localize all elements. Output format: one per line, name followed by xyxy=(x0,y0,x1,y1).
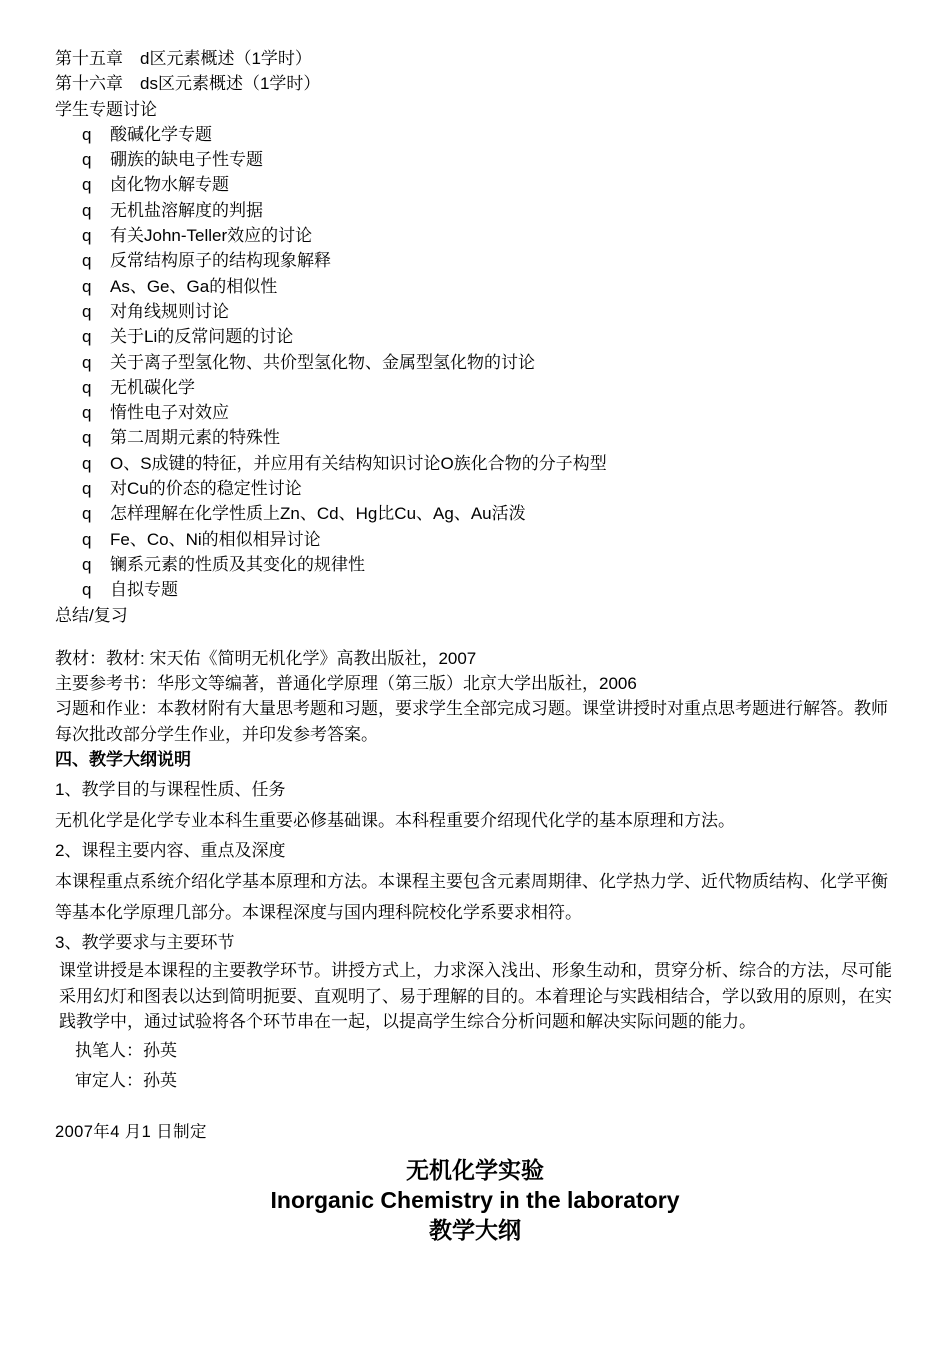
topic-list xyxy=(55,122,895,603)
topic-text: 反常结构原子的结构现象解释 xyxy=(110,251,331,271)
item-2-body: 本课程重点系统介绍化学基本原理和方法。本课程主要包含元素周期律、化学热力学、近代物质结构、化学平衡等基本化学原理几部分。本课程深度与国内理科院校化学系要求相符。 xyxy=(55,872,888,923)
bullet-icon: q xyxy=(82,276,92,296)
bullet-icon: q xyxy=(82,352,92,372)
topic-text: 卤化物水解专题 xyxy=(110,175,229,195)
homework-paragraph: 习题和作业：本教材附有大量思考题和习题，要求学生全部完成习题。课堂讲授时对重点思考题进行解答。教师每次批改部分学生作业，并印发参考答案。 xyxy=(55,699,888,744)
bullet-icon: q xyxy=(82,124,92,144)
spacer xyxy=(55,1096,895,1120)
date-line: 2007年4 月1 日制定 xyxy=(55,1123,207,1142)
author-line: 执笔人：孙英 xyxy=(75,1041,177,1061)
lab-title-cn: 无机化学实验 xyxy=(406,1157,544,1184)
bullet-icon: q xyxy=(82,529,92,549)
chapter-15: 第十五章 d区元素概述（1学时） xyxy=(55,49,312,68)
list-item xyxy=(55,299,895,324)
spacer xyxy=(55,1145,895,1155)
item-1-title: 1、教学目的与课程性质、任务 xyxy=(55,780,286,800)
topic-text: Fe、Co、Ni的相似相异讨论 xyxy=(110,529,321,549)
topic-text: 对角线规则讨论 xyxy=(110,301,229,321)
bullet-icon: q xyxy=(82,175,92,195)
chapter-16: 第十六章 ds区元素概述（1学时） xyxy=(55,74,321,94)
textbook-line: 教材：教材: 宋天佑《简明无机化学》高教出版社，2007 xyxy=(55,648,477,668)
topic-text: As、Ge、Ga的相似性 xyxy=(110,276,278,296)
section-4-heading: 四、教学大纲说明 xyxy=(55,750,191,770)
list-item xyxy=(55,577,895,602)
summary-review: 总结/复习 xyxy=(55,605,128,625)
topic-text: 惰性电子对效应 xyxy=(110,403,229,423)
list-item xyxy=(55,501,895,526)
bullet-icon: q xyxy=(82,226,92,246)
list-item xyxy=(55,274,895,299)
list-item xyxy=(55,198,895,223)
topic-text: 对Cu的价态的稳定性讨论 xyxy=(110,479,302,499)
reference-line: 主要参考书：华彤文等编著，普通化学原理（第三版）北京大学出版社，2006 xyxy=(55,674,637,694)
topic-text: 关于Li的反常问题的讨论 xyxy=(110,327,294,347)
bullet-icon: q xyxy=(82,150,92,170)
discussion-heading: 学生专题讨论 xyxy=(55,99,157,119)
bullet-icon: q xyxy=(82,504,92,524)
topic-text: 有关John-Teller效应的讨论 xyxy=(110,226,313,246)
topic-text: 自拟专题 xyxy=(110,580,178,600)
topic-text: 硼族的缺电子性专题 xyxy=(110,150,263,170)
bullet-icon: q xyxy=(82,251,92,271)
list-item xyxy=(55,425,895,450)
bullet-icon: q xyxy=(82,479,92,499)
topic-text: 第二周期元素的特殊性 xyxy=(110,428,280,448)
list-item xyxy=(55,223,895,248)
topic-text: 无机盐溶解度的判据 xyxy=(110,200,263,220)
bullet-icon: q xyxy=(82,377,92,397)
list-item xyxy=(55,527,895,552)
lab-title-block xyxy=(55,1155,895,1245)
bullet-icon: q xyxy=(82,200,92,220)
bullet-icon: q xyxy=(82,453,92,473)
bullet-icon: q xyxy=(82,403,92,423)
spacer xyxy=(55,628,895,646)
list-item xyxy=(55,172,895,197)
bullet-icon: q xyxy=(82,327,92,347)
bullet-icon: q xyxy=(82,554,92,574)
list-item xyxy=(55,400,895,425)
list-item xyxy=(55,122,895,147)
list-item xyxy=(55,552,895,577)
topic-text: 镧系元素的性质及其变化的规律性 xyxy=(110,554,365,574)
item-3-body: 课堂讲授是本课程的主要教学环节。讲授方式上，力求深入浅出、形象生动和，贯穿分析、综合的方法，尽可能采用幻灯和图表以达到简明扼要、直观明了、易于理解的目的。本着理论与实践相结合，学以致用的原则，在实践教学中，通过试验将各个环节串在一起，以提高学生综合分析问题和解决实际问题的能力。 xyxy=(59,961,892,1031)
item-3-title: 3、教学要求与主要环节 xyxy=(55,933,235,953)
list-item xyxy=(55,324,895,349)
lab-subtitle: 教学大纲 xyxy=(429,1217,521,1244)
document-page xyxy=(55,46,895,1245)
topic-text: O、S成键的特征，并应用有关结构知识讨论O族化合物的分子构型 xyxy=(110,453,607,473)
topic-text: 酸碱化学专题 xyxy=(110,124,212,144)
lab-title-en: Inorganic Chemistry in the laboratory xyxy=(270,1187,680,1214)
topic-text: 关于离子型氢化物、共价型氢化物、金属型氢化物的讨论 xyxy=(110,352,535,372)
reviewer-line: 审定人：孙英 xyxy=(75,1071,177,1091)
list-item xyxy=(55,476,895,501)
list-item xyxy=(55,375,895,400)
topic-text: 无机碳化学 xyxy=(110,377,195,397)
item-2-title: 2、课程主要内容、重点及深度 xyxy=(55,841,286,861)
item-1-body: 无机化学是化学专业本科生重要必修基础课。本科程重要介绍现代化学的基本原理和方法。 xyxy=(55,811,735,831)
list-item xyxy=(55,147,895,172)
list-item xyxy=(55,350,895,375)
bullet-icon: q xyxy=(82,580,92,600)
list-item xyxy=(55,248,895,273)
bullet-icon: q xyxy=(82,301,92,321)
list-item xyxy=(55,451,895,476)
topic-text: 怎样理解在化学性质上Zn、Cd、Hg比Cu、Ag、Au活泼 xyxy=(110,504,526,524)
bullet-icon: q xyxy=(82,428,92,448)
